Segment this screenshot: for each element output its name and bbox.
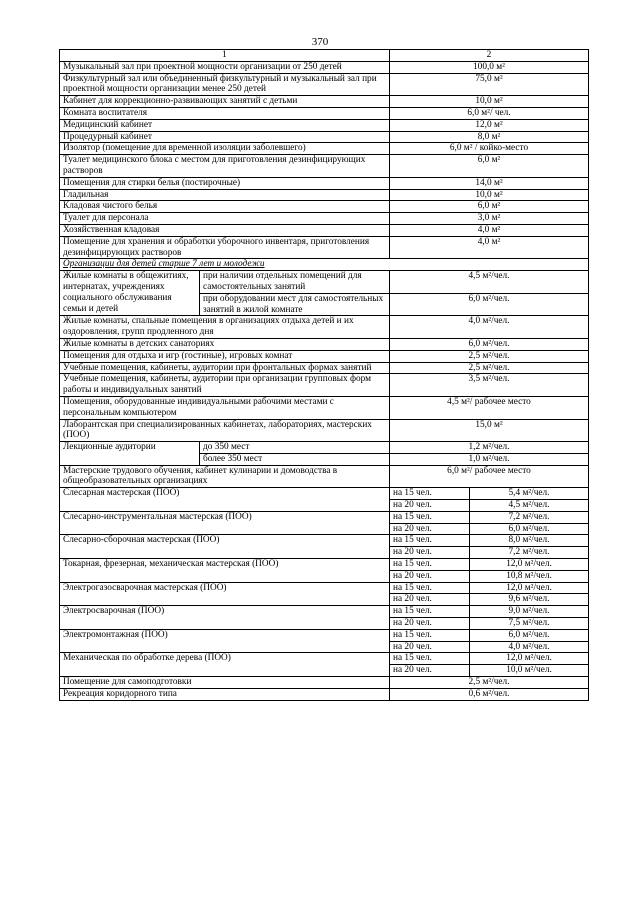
section-row [60, 259, 589, 271]
row-value: 0,6 м²/чел. [390, 688, 589, 700]
row-value: 12,0 м² [390, 119, 589, 131]
table-row [60, 177, 589, 189]
capacity-cell: на 20 чел. [390, 618, 470, 630]
area-value: 4,0 м²/чел. [470, 641, 589, 653]
row-subcondition: при оборудовании мест для самостоятельных занятий в жилой комнате [200, 293, 390, 316]
row-value: 6,0 м²/ рабочее место [390, 465, 589, 488]
capacity-cell: на 15 чел. [390, 511, 470, 523]
table-row [60, 316, 589, 339]
row-name: Медицинский кабинет [60, 119, 390, 131]
row-value: 10,0 м² [390, 189, 589, 201]
row-value: 4,0 м² [390, 224, 589, 236]
table-row [60, 236, 589, 259]
table-row [60, 107, 589, 119]
table-row [60, 419, 589, 442]
norms-table [59, 49, 589, 701]
row-value: 15,0 м² [390, 419, 589, 442]
row-name: Помещения для стирки белья (постирочные) [60, 177, 390, 189]
table-row [60, 224, 589, 236]
capacity-cell: на 15 чел. [390, 559, 470, 571]
area-value: 4,5 м²/чел. [470, 500, 589, 512]
row-value: 4,5 м²/ рабочее место [390, 396, 589, 419]
area-value: 12,0 м²/чел. [470, 582, 589, 594]
row-value: 1,2 м²/чел. [390, 442, 589, 454]
workshop-name: Слесарная мастерская (ПОО) [60, 488, 390, 512]
capacity-cell: на 20 чел. [390, 500, 470, 512]
capacity-cell: на 15 чел. [390, 488, 470, 500]
workshop-name: Слесарно-сборочная мастерская (ПОО) [60, 535, 390, 559]
table-row [60, 61, 589, 73]
row-name: Кабинет для коррекционно-развивающих занятий с детьми [60, 96, 390, 108]
row-value: 6,0 м²/чел. [390, 293, 589, 316]
workshop-name: Механическая по обработке дерева (ПОО) [60, 653, 390, 677]
row-value: 6,0 м² [390, 155, 589, 178]
row-value: 4,5 м²/чел. [390, 271, 589, 294]
capacity-cell: на 15 чел. [390, 653, 470, 665]
table-row [60, 73, 589, 96]
workshop-name: Электромонтажная (ПОО) [60, 629, 390, 653]
area-value: 12,0 м²/чел. [470, 559, 589, 571]
table-row [60, 629, 589, 641]
col-header-1: 1 [60, 50, 390, 62]
row-name: Комната воспитателя [60, 107, 390, 119]
col-header-2: 2 [390, 50, 589, 62]
row-value: 2,5 м²/чел. [390, 362, 589, 374]
area-value: 9,0 м²/чел. [470, 606, 589, 618]
row-name: Процедурный кабинет [60, 131, 390, 143]
row-subcondition: при наличии отдельных помещений для самостоятельных занятий [200, 271, 390, 294]
area-value: 7,2 м²/чел. [470, 547, 589, 559]
row-value: 75,0 м² [390, 73, 589, 96]
workshop-name: Электросварочная (ПОО) [60, 606, 390, 630]
row-name: Лекционные аудитории [60, 442, 200, 466]
row-value: 4,0 м²/чел. [390, 316, 589, 339]
capacity-cell: на 20 чел. [390, 523, 470, 535]
capacity-cell: на 20 чел. [390, 570, 470, 582]
row-name: Жилые комнаты, спальные помещения в организациях отдыха детей и их оздоровления, групп продленного дня [60, 316, 390, 339]
header-row [60, 50, 589, 62]
row-name: Кладовая чистого белья [60, 201, 390, 213]
table-row [60, 653, 589, 665]
capacity-cell: на 20 чел. [390, 594, 470, 606]
workshop-name: Электрогазосварочная мастерская (ПОО) [60, 582, 390, 606]
row-value: 10,0 м² [390, 96, 589, 108]
row-value: 3,0 м² [390, 213, 589, 225]
row-value: 6,0 м²/чел. [390, 338, 589, 350]
area-value: 10,0 м²/чел. [470, 665, 589, 677]
table-row [60, 143, 589, 155]
row-name: Помещения для отдыха и игр (гостиные), игровых комнат [60, 350, 390, 362]
row-name: Туалет медицинского блока с местом для приготовления дезинфицирующих растворов [60, 155, 390, 178]
table-row [60, 96, 589, 108]
table-row [60, 119, 589, 131]
capacity-cell: на 15 чел. [390, 582, 470, 594]
row-name: Музыкальный зал при проектной мощности организации от 250 детей [60, 61, 390, 73]
row-value: 4,0 м² [390, 236, 589, 259]
row-value: 2,5 м²/чел. [390, 350, 589, 362]
capacity-cell: на 20 чел. [390, 641, 470, 653]
capacity-cell: на 20 чел. [390, 665, 470, 677]
capacity-cell: на 20 чел. [390, 547, 470, 559]
row-name: Рекреация коридорного типа [60, 688, 390, 700]
row-name: Туалет для персонала [60, 213, 390, 225]
area-value: 7,2 м²/чел. [470, 511, 589, 523]
table-row [60, 338, 589, 350]
row-name: Физкультурный зал или объединенный физкультурный и музыкальный зал при проектной мощности организации менее 250 детей [60, 73, 390, 96]
row-name: Помещение для хранения и обработки уборочного инвентаря, приготовления дезинфицирующих растворов [60, 236, 390, 259]
table-row [60, 677, 589, 689]
workshop-name: Слесарно-инструментальная мастерская (ПОО) [60, 511, 390, 535]
area-value: 10,8 м²/чел. [470, 570, 589, 582]
area-value: 6,0 м²/чел. [470, 629, 589, 641]
row-value: 6,0 м² / койко-место [390, 143, 589, 155]
table-row [60, 201, 589, 213]
row-value: 14,0 м² [390, 177, 589, 189]
table-row [60, 350, 589, 362]
table-row [60, 396, 589, 419]
workshops-group [60, 488, 589, 677]
row-value: 6,0 м² [390, 201, 589, 213]
row-name: Жилые комнаты в детских санаториях [60, 338, 390, 350]
row-name: Учебные помещения, кабинеты, аудитории при организации групповых форм работы и индивидуальных занятий [60, 374, 390, 397]
capacity-cell: на 15 чел. [390, 606, 470, 618]
table-row [60, 535, 589, 547]
row-value: 2,5 м²/чел. [390, 677, 589, 689]
row-name: Мастерские трудового обучения, кабинет кулинарии и домоводства в общеобразовательных организациях [60, 465, 390, 488]
table-row [60, 511, 589, 523]
table-row [60, 131, 589, 143]
table-row [60, 488, 589, 500]
table-row [60, 559, 589, 571]
area-value: 7,5 м²/чел. [470, 618, 589, 630]
table-row [60, 362, 589, 374]
workshop-name: Токарная, фрезерная, механическая мастерская (ПОО) [60, 559, 390, 583]
row-value: 100,0 м² [390, 61, 589, 73]
area-value: 8,0 м²/чел. [470, 535, 589, 547]
table-row [60, 189, 589, 201]
row-name: Учебные помещения, кабинеты, аудитории при фронтальных формах занятий [60, 362, 390, 374]
row-value: 8,0 м² [390, 131, 589, 143]
section-title: Организации для детей старше 7 лет и молодежи [60, 259, 589, 271]
table-row [60, 606, 589, 618]
table-row [60, 465, 589, 488]
row-value: 3,5 м²/чел. [390, 374, 589, 397]
row-name: Изолятор (помещение для временной изоляции заболевшего) [60, 143, 390, 155]
row-value: 1,0 м²/чел. [390, 453, 589, 465]
table-row [60, 582, 589, 594]
row-value: 6,0 м²/ чел. [390, 107, 589, 119]
table-row [60, 155, 589, 178]
row-name: Жилые комнаты в общежитиях, интернатах, учреждениях социального обслуживания семьи и детей [60, 271, 200, 316]
page-number: 370 [311, 36, 329, 48]
row-name: Хозяйственная кладовая [60, 224, 390, 236]
table-row [60, 213, 589, 225]
area-value: 9,6 м²/чел. [470, 594, 589, 606]
row-name: Гладильная [60, 189, 390, 201]
capacity-cell: на 15 чел. [390, 535, 470, 547]
table-row [60, 374, 589, 397]
area-value: 12,0 м²/чел. [470, 653, 589, 665]
table-row [60, 271, 589, 294]
row-subcondition: более 350 мест [200, 453, 390, 465]
capacity-cell: на 15 чел. [390, 629, 470, 641]
row-name: Помещение для самоподготовки [60, 677, 390, 689]
row-subcondition: до 350 мест [200, 442, 390, 454]
row-name: Помещения, оборудованные индивидуальными рабочими местами с персональным компьютером [60, 396, 390, 419]
table-row [60, 442, 589, 454]
table-row [60, 688, 589, 700]
row-name: Лаборантская при специализированных кабинетах, лабораториях, мастерских (ПОО) [60, 419, 390, 442]
area-value: 6,0 м²/чел. [470, 523, 589, 535]
area-value: 5,4 м²/чел. [470, 488, 589, 500]
